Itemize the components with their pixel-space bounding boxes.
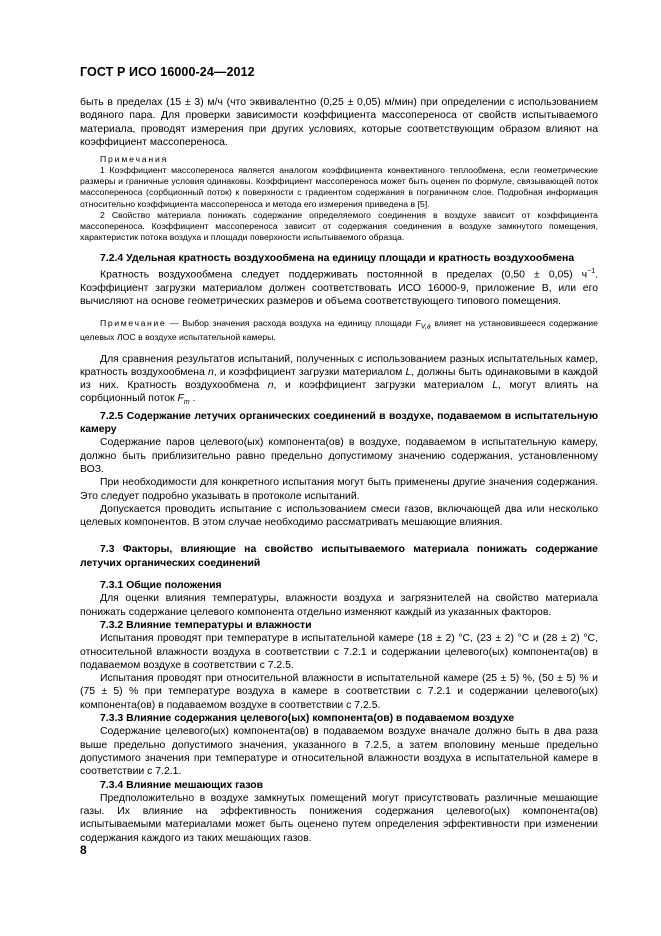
page-body — [80, 96, 598, 845]
document-header: ГОСТ Р ИСО 16000-24—2012 — [80, 65, 255, 79]
paragraph: Содержание целевого(ых) компонента(ов) в подаваемом воздухе вначале должно быть в два раза выше предельно допустимого значения, указанного в 7.2.5, а затем вполовину меньше предельно допустимого значения при температуре и относительной влажности воздуха в испытательной камере в соответствии с 7.2.1. — [80, 726, 598, 778]
section-7-3-title: 7.3 Факторы, влияющие на свойство испытываемого материала понижать содержание летучих органических соединений — [80, 544, 598, 569]
notes-heading: Примечания — [100, 154, 169, 165]
note-3: Примечание — Выбор значения расхода воздуха на единицу площади $F_{V,a}$ влияет на установившееся содержание целевых ЛОС в воздухе испытательной камеры. — [80, 317, 598, 343]
section-7-2-5-title: 7.2.5 Содержание летучих органических соединений в воздухе, подаваемом в испытательную камеру — [80, 410, 598, 436]
paragraph: Содержание паров целевого(ых) компонента(ов) в воздухе, подаваемом в испытательную камеру, должно быть приблизительно равно предельно допустимому значению содержания, установленному ВОЗ. — [80, 437, 598, 475]
paragraph: быть в пределах (15 ± 3) м/ч (что эквивалентно (0,25 ± 0,05) м/мин) при определении с использованием водяного пара. Для проверки зависимости коэффициента массопереноса от свойств испытываемого материала, проводят измерения при других условиях, которые соответствующим образом влияют на коэффициент массопереноса. — [80, 97, 598, 148]
section-7-3-2-title: 7.3.2 Влияние температуры и влажности — [100, 619, 312, 631]
section-7-2-4-title: 7.2.4 Удельная кратность воздухообмена на единицу площади и кратность воздухообмена — [100, 252, 575, 264]
paragraph: При необходимости для конкретного испытания могут быть применены другие значения содержания. Это следует подробно указывать в протоколе испытаний. — [80, 477, 598, 502]
paragraph: Испытания проводят при температуре в испытательной камере (18 ± 2) °С, (23 ± 2) °С и (28 ± 2) °С, относительной влажности воздуха в соответствии с 7.2.1 и содержании целевого(ых) компонента(ов) в подаваемом воздухе в соответствии с 7.2.5. — [80, 633, 598, 671]
page-number: 8 — [80, 843, 87, 857]
paragraph: Для сравнения результатов испытаний, полученных с использованием разных испытательных камер, кратность воздухообмена n, и коэффициент загрузки материалом L, должны быть одинаковыми в каждой из них. Кратность воздухообмена n, и коэффициент загрузки материалом L, могут влиять на сорбционный поток $F_m$ . — [80, 353, 598, 407]
section-7-3-1-title: 7.3.1 Общие положения — [100, 580, 222, 592]
paragraph: Кратность воздухообмена следует поддерживать постоянной в пределах (0,50 ± 0,05) $ч^{-1}$. Коэффициент загрузки материалом должен соответствовать ИСО 16000-9, приложение В, или его вычисляют на основе геометрических размеров и объема соответствующего типового помещения. — [80, 268, 598, 308]
paragraph: Допускается проводить испытание с использованием смеси газов, включающей два или несколько целевых компонентов. В этом случае необходимо рассматривать мешающие влияния. — [80, 503, 598, 529]
paragraph: Предположительно в воздухе замкнутых помещений могут присутствовать различные мешающие газы. Их влияние на эффективность понижения содержания целевого(ых) компонента(ов) испытываемыми материалами может быть оценено путем определения эффективности при изменении содержания каждого из таких мешающих газов. — [80, 792, 598, 844]
paragraph: Для оценки влияния температуры, влажности воздуха и загрязнителей на свойство материала понижать содержание целевого компонента отдельно изменяют каждый из указанных факторов. — [80, 593, 598, 618]
note-1: 1 Коэффициент массопереноса является аналогом коэффициента конвективного теплообмена, если геометрические размеры и граничные условия одинаковы. Коэффициент массопереноса может быть оценен по формуле, связывающей поток массопереноса (сорбционный поток) к поверхности с градиентом содержания в пограничном слое. Подробная информация относительно коэффициента массопереноса и метода его измерения приведена в [5]. — [80, 165, 598, 209]
section-7-3-3-title: 7.3.3 Влияние содержания целевого(ых) компонента(ов) в подаваемом воздухе — [100, 713, 515, 725]
paragraph: Испытания проводят при относительной влажности в испытательной камере (25 ± 5) %, (50 ± 5) % и (75 ± 5) % при температуре воздуха в камере в соответствии с 7.2.1 и содержании целевого(ых) компонента(ов) в подаваемом воздухе в соответствии с 7.2.5. — [80, 673, 598, 711]
note-2: 2 Свойство материала понижать содержание определяемого соединения в воздухе зависит от коэффициента массопереноса. Коэффициент массопереноса зависит от содержания соединения в воздухе замкнутого помещения, характеристик потока воздуха и площади поверхности испытываемого образца. — [80, 209, 598, 242]
section-7-3-4-title: 7.3.4 Влияние мешающих газов — [100, 779, 264, 791]
